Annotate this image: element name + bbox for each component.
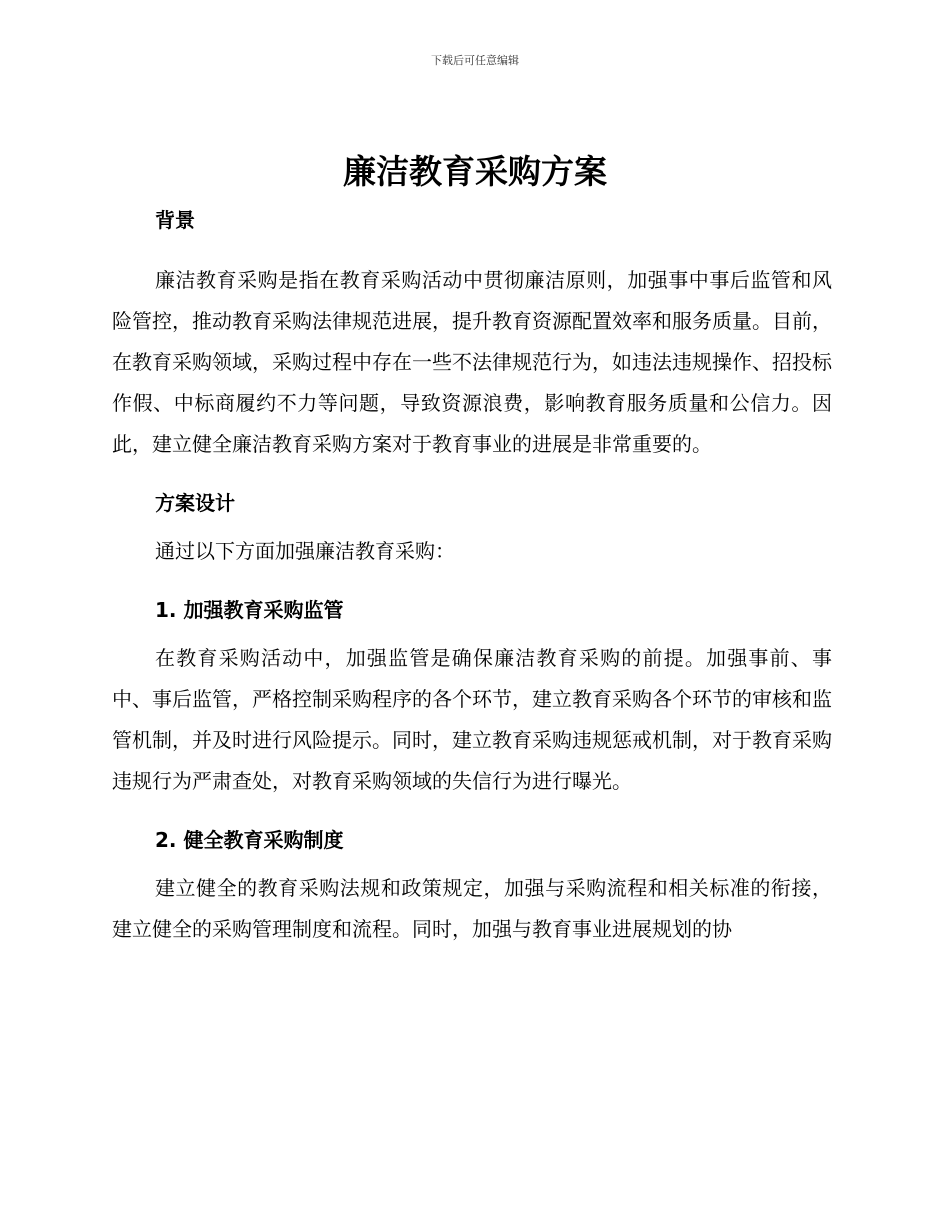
document-body (112, 204, 832, 950)
document-title: 廉洁教育采购方案 (343, 152, 607, 191)
section-heading-item-2: 2. 健全教育采购制度 (155, 828, 344, 852)
paragraph-item-2: 建立健全的教育采购法规和政策规定，加强与采购流程和相关标准的衔接，建立健全的采购管理制度和流程。同时，加强与教育事业进展规划的协 (112, 876, 832, 941)
section-heading-item-1: 1. 加强教育采购监管 (155, 598, 344, 622)
header-note: 下载后可任意编辑 (431, 54, 519, 67)
section-heading-design: 方案设计 (155, 491, 235, 515)
paragraph-design-intro: 通过以下方面加强廉洁教育采购： (155, 539, 455, 563)
paragraph-background: 廉洁教育采购是指在教育采购活动中贯彻廉洁原则，加强事中事后监管和风险管控，推动教育采购法律规范进展，提升教育资源配置效率和服务质量。目前，在教育采购领域，采购过程中存在一些不法律规范行为，如违法违规操作、招投标作假、中标商履约不力等问题，导致资源浪费，影响教育服务质量和公信力。因此，建立健全廉洁教育采购方案对于教育事业的进展是非常重要的。 (112, 268, 832, 456)
section-heading-background: 背景 (155, 208, 195, 232)
paragraph-item-1: 在教育采购活动中，加强监管是确保廉洁教育采购的前提。加强事前、事中、事后监管，严格控制采购程序的各个环节，建立教育采购各个环节的审核和监管机制，并及时进行风险提示。同时，建立教育采购违规惩戒机制，对于教育采购违规行为严肃查处，对教育采购领域的失信行为进行曝光。 (112, 646, 832, 793)
